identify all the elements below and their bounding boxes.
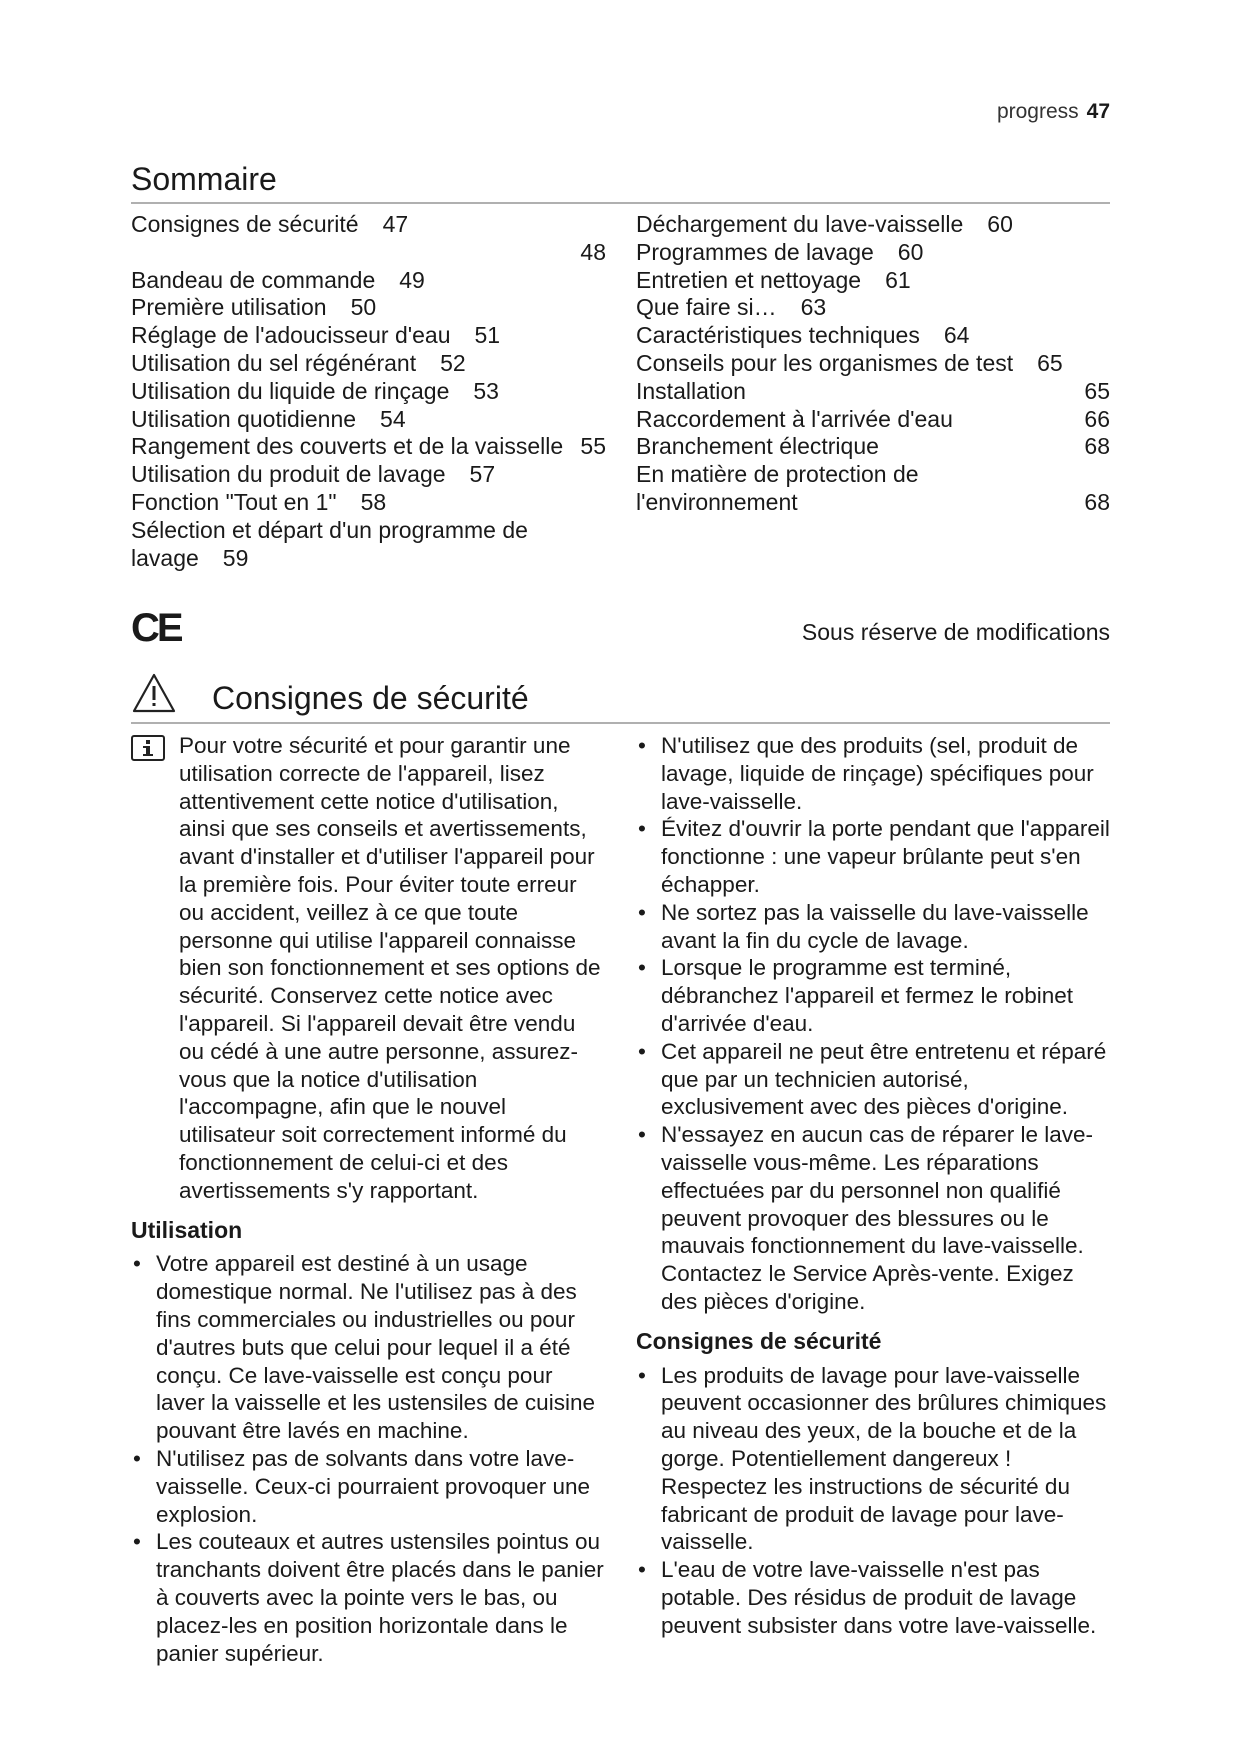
section-divider xyxy=(131,722,1110,724)
list-item: • Votre appareil est destiné à un usage domestique normal. Ne l'utilisez pas à des fins commerciales ou industrielles ou pour d'autres buts que celui pour lequel il a été conçu. Ce lave-vaisselle est conçu pour laver la vaisselle et les ustensiles de cuisine pouvant être lavés en machine. xyxy=(131,1250,606,1445)
list-item: • L'eau de votre lave-vaisselle n'est pas potable. Des résidus de produit de lavage peuvent subsister dans votre lave-vaisselle. xyxy=(636,1556,1110,1639)
toc-item[interactable]: En matière de protection de l'environnement 68 xyxy=(636,461,1110,515)
toc-title: Sommaire xyxy=(131,161,277,197)
usage-heading: Utilisation xyxy=(131,1216,243,1243)
toc-divider xyxy=(131,202,1110,204)
toc-item[interactable]: Raccordement à l'arrivée d'eau 66 xyxy=(636,405,1110,432)
list-item: • Évitez d'ouvrir la porte pendant que l'appareil fonctionne : une vapeur brûlante peut s'en échapper. xyxy=(636,815,1110,898)
toc-right-column xyxy=(636,211,1110,517)
list-item: • Ne sortez pas la vaisselle du lave-vaisselle avant la fin du cycle de lavage. xyxy=(636,899,1110,955)
list-item: • N'utilisez pas de solvants dans votre lave-vaisselle. Ceux-ci pourraient provoquer une explosion. xyxy=(131,1445,606,1528)
toc-item[interactable]: Première utilisation 50 xyxy=(131,294,377,321)
toc-item[interactable]: Utilisation quotidienne 54 xyxy=(131,405,406,432)
toc-item[interactable]: Sélection et départ d'un programme de lavage 59 xyxy=(131,516,528,571)
intro-paragraph: Pour votre sécurité et pour garantir une utilisation correcte de l'appareil, lisez attentivement cette notice d'utilisation, ainsi que ses conseils et avertissements, avant d'installer et d'utiliser l'appareil pour la première fois. Pour éviter toute erreur ou accident, veillez à ce que toute personne qui utilise l'appareil connaisse bien son fonctionnement et ses options de sécurité. Conservez cette notice avec l'appareil. Si l'appareil devait être vendu ou cédé à une autre personne, assurez-vous que la notice d'utilisation l'accompagne, afin que le nouvel utilisateur soit correctement informé du fonctionnement de celui-ci et des avertissements s'y rapportant. xyxy=(179,733,601,1203)
info-icon xyxy=(131,735,165,761)
ce-mark-logo: CE xyxy=(131,606,181,650)
toc-item[interactable]: Branchement électrique 68 xyxy=(636,433,1110,460)
toc-item[interactable]: Installation 65 xyxy=(636,377,1110,404)
list-item: • Cet appareil ne peut être entretenu et réparé que par un technicien autorisé, exclusivement avec des pièces d'origine. xyxy=(636,1038,1110,1121)
body-right-column xyxy=(636,732,1110,1640)
safety-heading: Consignes de sécurité xyxy=(636,1327,882,1354)
toc-item[interactable]: Caractéristiques techniques 64 xyxy=(636,322,970,349)
body-left-column xyxy=(131,732,606,1667)
safety-list xyxy=(636,1362,1110,1640)
toc-item[interactable]: Rangement des couverts et de la vaisselle 55 xyxy=(131,433,606,460)
info-note xyxy=(131,732,606,1205)
list-item: • N'utilisez que des produits (sel, produit de lavage, liquide de rinçage) spécifiques pour lave-vaisselle. xyxy=(636,732,1110,815)
toc-left-column xyxy=(131,211,606,572)
toc-item[interactable]: Bandeau de commande 49 xyxy=(131,266,425,293)
list-item: • N'essayez en aucun cas de réparer le lave-vaisselle vous-même. Les réparations effectuées par du personnel non qualifié peuvent provoquer des blessures ou le mauvais fonctionnement du lave-vaisselle. Contactez le Service Après-vente. Exigez des pièces d'origine. xyxy=(636,1121,1110,1316)
toc-item[interactable]: Fonction "Tout en 1" 58 xyxy=(131,488,387,515)
toc-item[interactable]: Conseils pour les organismes de test 65 xyxy=(636,349,1063,376)
toc-item[interactable]: 48 xyxy=(580,238,606,265)
page-header xyxy=(997,100,1110,124)
toc-item[interactable]: Consignes de sécurité 47 xyxy=(131,211,409,237)
toc-item[interactable]: Utilisation du liquide de rinçage 53 xyxy=(131,377,499,404)
warning-triangle-icon xyxy=(131,672,177,714)
reserve-note: Sous réserve de modifications xyxy=(801,619,1110,645)
section-title: Consignes de sécurité xyxy=(212,680,529,716)
toc-item[interactable]: Déchargement du lave-vaisselle 60 xyxy=(636,211,1013,237)
toc-item[interactable]: Entretien et nettoyage 61 xyxy=(636,266,911,293)
toc-item[interactable]: Utilisation du sel régénérant 52 xyxy=(131,349,466,376)
toc-item[interactable]: Que faire si… 63 xyxy=(636,294,827,321)
list-item: • Les couteaux et autres ustensiles pointus ou tranchants doivent être placés dans le panier à couverts avec la pointe vers le bas, ou placez-les en position horizontale dans le panier supérieur. xyxy=(131,1528,606,1667)
usage-list-continued xyxy=(636,732,1110,1316)
toc-item[interactable]: Utilisation du produit de lavage 57 xyxy=(131,461,496,488)
list-item: • Les produits de lavage pour lave-vaisselle peuvent occasionner des brûlures chimiques au niveau des yeux, de la bouche et de la gorge. Potentiellement dangereux ! Respectez les instructions de sécurité du fabricant de produit de lavage pour lave-vaisselle. xyxy=(636,1362,1110,1557)
brand-name: progress xyxy=(996,100,1079,123)
toc-item[interactable]: Programmes de lavage 60 xyxy=(636,238,924,265)
usage-list xyxy=(131,1250,606,1667)
page-number: 47 xyxy=(1086,100,1110,123)
list-item: • Lorsque le programme est terminé, débranchez l'appareil et fermez le robinet d'arrivée d'eau. xyxy=(636,954,1110,1037)
toc-item[interactable]: Réglage de l'adoucisseur d'eau 51 xyxy=(131,322,501,349)
